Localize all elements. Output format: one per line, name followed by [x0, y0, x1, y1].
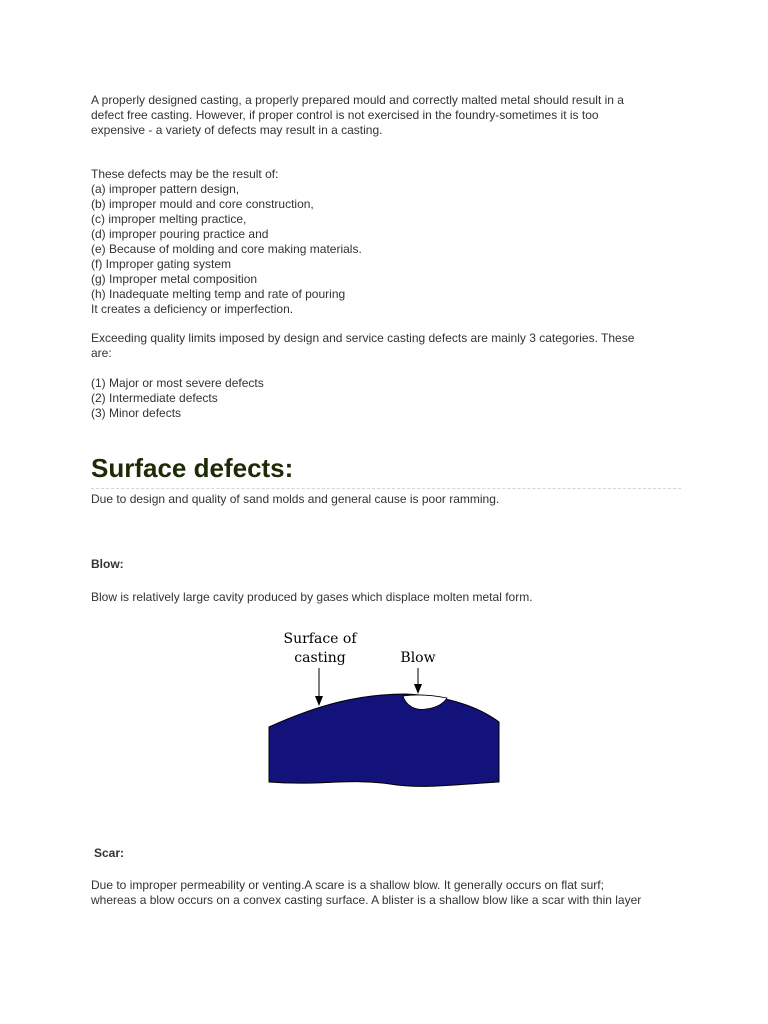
list-item: (1) Major or most severe defects — [91, 376, 264, 390]
blow-description-text: Blow is relatively large cavity produced by gases which displace molten metal form. — [91, 590, 533, 604]
intro-paragraph — [91, 93, 681, 138]
categories-list — [91, 376, 681, 421]
blister-link[interactable]: blister — [381, 893, 414, 907]
list-item: (c) improper melting practice, — [91, 212, 247, 226]
scar-line-post: is a shallow blow like a scar with thin layer — [413, 893, 642, 907]
list-item: (b) improper mould and core construction, — [91, 197, 314, 211]
list-item: (h) Inadequate melting temp and rate of pouring — [91, 287, 346, 301]
list-item: (d) improper pouring practice and — [91, 227, 269, 241]
list-item: (g) Improper metal composition — [91, 272, 258, 286]
scar-line-pre: whereas a blow occurs on a convex casting surface. A — [91, 893, 382, 907]
arrow-blow-head — [414, 684, 422, 694]
list-item: (2) Intermediate defects — [91, 391, 218, 405]
categories-intro-post: limits imposed by design and service casting defects are mainly 3 categories. These — [185, 331, 635, 345]
surface-description-text: Due to design and quality of sand molds and general cause is poor ramming. — [91, 492, 500, 506]
intro-line: expensive - a variety of defects may result in a casting. — [91, 123, 383, 137]
quality-link[interactable]: quality — [150, 331, 186, 345]
list-item: (e) Because of molding and core making materials. — [91, 242, 362, 256]
scar-heading: Scar: — [94, 846, 125, 860]
heading-divider — [91, 488, 681, 489]
scar-description — [91, 878, 681, 908]
causes-lead: These defects may be the result of: — [91, 167, 279, 181]
intro-line: A properly designed casting, a properly prepared mould and correctly malted metal should result in a — [91, 93, 624, 107]
list-item: (f) Improper gating system — [91, 257, 232, 271]
figure-label-surface-2: casting — [294, 650, 346, 666]
categories-intro-line — [91, 331, 681, 346]
scar-line — [91, 893, 681, 908]
arrow-surface-head — [315, 696, 323, 706]
categories-intro-paragraph — [91, 331, 681, 361]
causes-tail: It creates a deficiency or imperfection. — [91, 302, 294, 316]
categories-intro-line: are: — [91, 346, 112, 360]
list-item: (a) improper pattern design, — [91, 182, 240, 196]
casting-body — [269, 694, 499, 786]
section-heading: Surface defects: — [91, 453, 294, 483]
scar-line: Due to improper permeability or venting.A scare is a shallow blow. It generally occurs on flat surf; — [91, 878, 604, 892]
list-item: (3) Minor defects — [91, 406, 182, 420]
blow-heading: Blow: — [91, 557, 124, 571]
surface-description — [91, 492, 681, 507]
figure-label-surface-1: Surface of — [283, 631, 357, 647]
blow-description — [91, 590, 681, 605]
categories-intro-pre: Exceeding — [91, 331, 151, 345]
intro-line: defect free casting. However, if proper control is not exercised in the foundry-sometimes it is too — [91, 108, 599, 122]
figure-label-blow: Blow — [400, 650, 436, 666]
causes-list — [91, 167, 681, 317]
blow-diagram — [260, 626, 510, 791]
